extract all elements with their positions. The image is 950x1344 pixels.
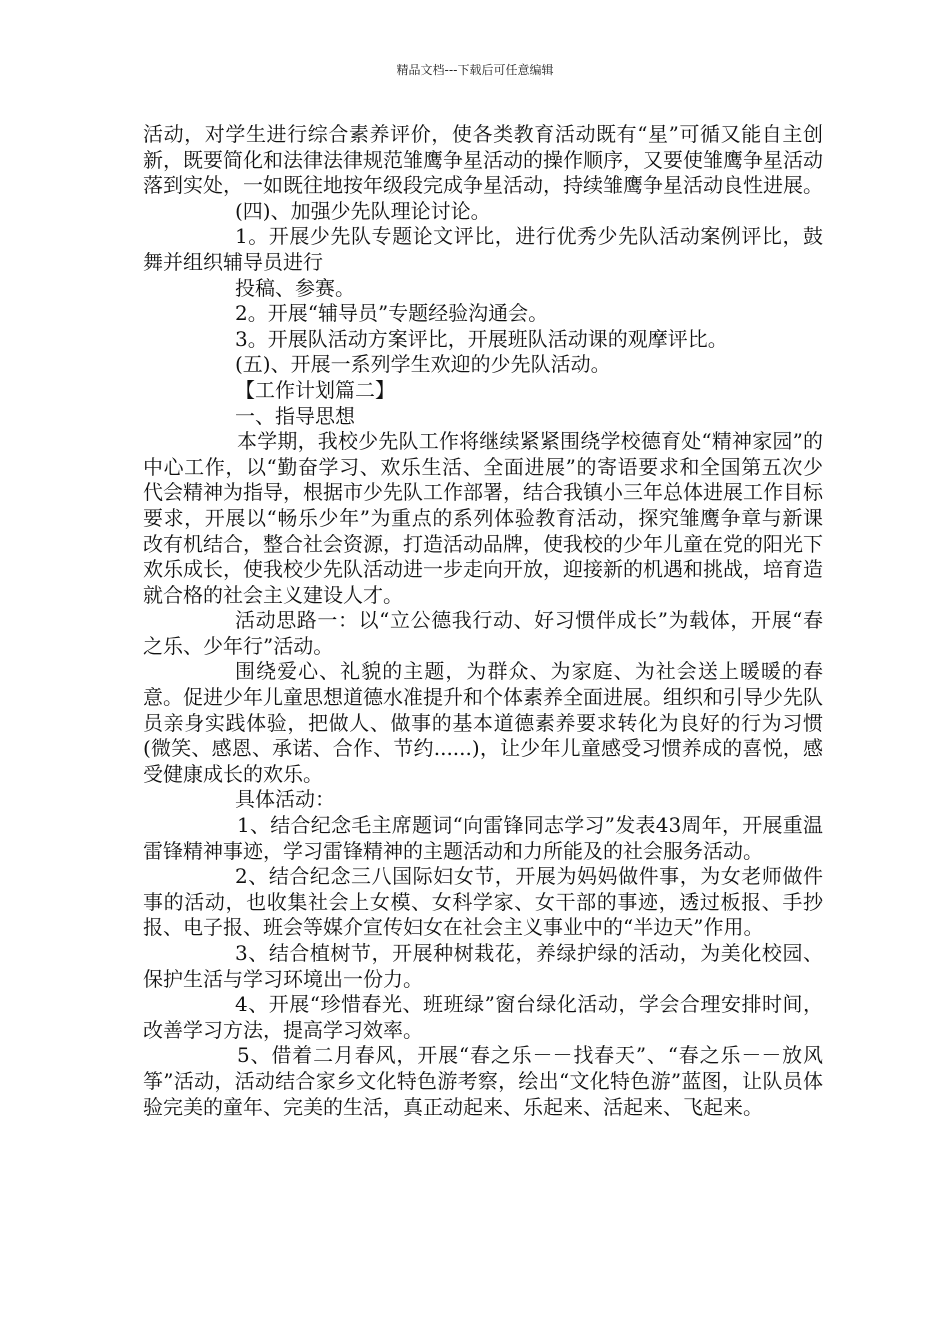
list-item-3: 3。开展队活动方案评比，开展班队活动课的观摩评比。: [235, 326, 728, 351]
theme-paragraph: 围绕爱心、礼貌的主题，为群众、为家庭、为社会送上暖暖的春意。促进少年儿童思想道德水准提升和个体素养全面进展。组织和引导少先队员亲身实践体验，把做人、做事的基本道德素养要求转化为良好的行为习惯(微笑、感恩、承诺、合作、节约......)，让少年儿童感受习惯养成的喜悦，感受健康成长的欢乐。: [143, 659, 823, 786]
activity-item-5: 5、借着二月春风，开展“春之乐－－找春天”、“春之乐－－放风筝”活动，活动结合家乡文化特色游考察，绘出“文化特色游”蓝图，让队员体验完美的童年、完美的生活，真正动起来、乐起来、活起来、飞起来。: [143, 1043, 823, 1119]
guiding-thought-heading: 一、指导思想: [235, 403, 355, 428]
paragraph-continuation: 活动，对学生进行综合素养评价，使各类教育活动既有“星”可循又能自主创新，既要简化和法律法律规范雏鹰争星活动的操作顺序，又要使雏鹰争星活动落到实处，一如既往地按年级段完成争星活动，持续雏鹰争星活动良性进展。: [143, 122, 823, 198]
activity-idea-paragraph: 活动思路一：以“立公德我行动、好习惯伴成长”为载体，开展“春之乐、少年行”活动。: [143, 608, 823, 658]
page-header: 精品文档---下载后可任意编辑: [396, 63, 554, 77]
activity-item-4: 4、开展“珍惜春光、班班绿”窗台绿化活动，学会合理安排时间，改善学习方法，提高学习效率。: [143, 992, 823, 1042]
activity-item-1: 1、结合纪念毛主席题词“向雷锋同志学习”发表43周年，开展重温雷锋精神事迹，学习雷锋精神的主题活动和力所能及的社会服务活动。: [143, 813, 823, 863]
list-item-1: 1。开展少先队专题论文评比，进行优秀少先队活动案例评比，鼓舞并组织辅导员进行: [143, 224, 823, 274]
document-body: [143, 122, 823, 1120]
plan-title: 【工作计划篇二】: [235, 377, 395, 402]
activity-item-2: 2、结合纪念三八国际妇女节，开展为妈妈做件事，为女老师做件事的活动，也收集社会上女模、女科学家、女干部的事迹，透过板报、手抄报、电子报、班会等媒介宣传妇女在社会主义事业中的“半边天”作用。: [143, 864, 823, 940]
list-item-1-continued: 投稿、参赛。: [235, 275, 355, 300]
activity-item-3: 3、结合植树节，开展种树栽花，养绿护绿的活动，为美化校园、保护生活与学习环境出一份力。: [143, 941, 823, 991]
guiding-thought-paragraph: 本学期，我校少先队工作将继续紧紧围绕学校德育处“精神家园”的中心工作，以“勤奋学习、欢乐生活、全面进展”的寄语要求和全国第五次少代会精神为指导，根据市少先队工作部署，结合我镇小三年总体进展工作目标要求，开展以“畅乐少年”为重点的系列体验教育活动，探究雏鹰争章与新课改有机结合，整合社会资源，打造活动品牌，使我校的少年儿童在党的阳光下欢乐成长，使我校少先队活动进一步走向开放，迎接新的机遇和挑战，培育造就合格的社会主义建设人才。: [143, 429, 823, 607]
specific-activities-heading: 具体活动：: [235, 787, 335, 812]
list-item-2: 2。开展“辅导员”专题经验沟通会。: [235, 301, 549, 326]
section-heading-5: (五)、开展一系列学生欢迎的少先队活动。: [235, 352, 611, 377]
section-heading-4: (四)、加强少先队理论讨论。: [235, 198, 491, 223]
